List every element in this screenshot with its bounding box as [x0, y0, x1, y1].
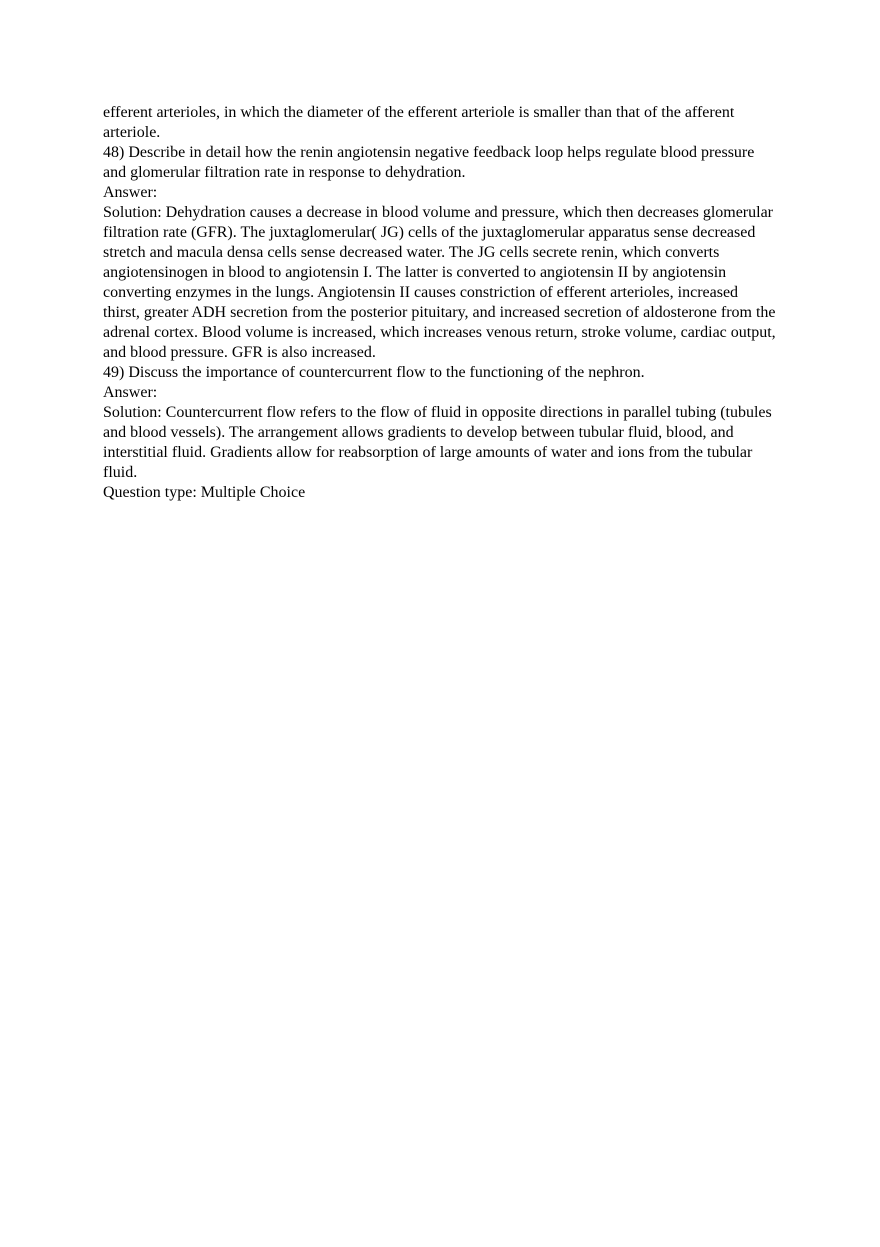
question-49-solution: Solution: Countercurrent flow refers to the flow of fluid in opposite directions in parallel tubing (tubules and blood vessels). The arrangement allows gradients to develop between tubular fluid, blood, and interstitial fluid. Gradients allow for reabsorption of large amounts of water and ions from the tubular fluid. — [103, 404, 772, 481]
question-48-answer-label: Answer: — [103, 184, 158, 201]
document-body — [103, 103, 776, 503]
question-49-prompt: 49) Discuss the importance of countercurrent flow to the functioning of the nephron. — [103, 364, 645, 381]
paragraph-continuation: efferent arterioles, in which the diameter of the efferent arteriole is smaller than that of the afferent arteriole. — [103, 104, 735, 141]
question-48-prompt: 48) Describe in detail how the renin angiotensin negative feedback loop helps regulate blood pressure and glomerular filtration rate in response to dehydration. — [103, 144, 755, 181]
question-48-solution: Solution: Dehydration causes a decrease in blood volume and pressure, which then decreases glomerular filtration rate (GFR). The juxtaglomerular( JG) cells of the juxtaglomerular apparatus sense decreased stretch and macula densa cells sense decreased water. The JG cells secrete renin, which converts angiotensinogen in blood to angiotensin I. The latter is converted to angiotensin II by angiotensin converting enzymes in the lungs. Angiotensin II causes constriction of efferent arterioles, increased thirst, greater ADH secretion from the posterior pituitary, and increased secretion of aldosterone from the adrenal cortex. Blood volume is increased, which increases venous return, stroke volume, cardiac output, and blood pressure. GFR is also increased. — [103, 204, 776, 361]
question-type-note: Question type: Multiple Choice — [103, 484, 306, 501]
question-49-answer-label: Answer: — [103, 384, 158, 401]
